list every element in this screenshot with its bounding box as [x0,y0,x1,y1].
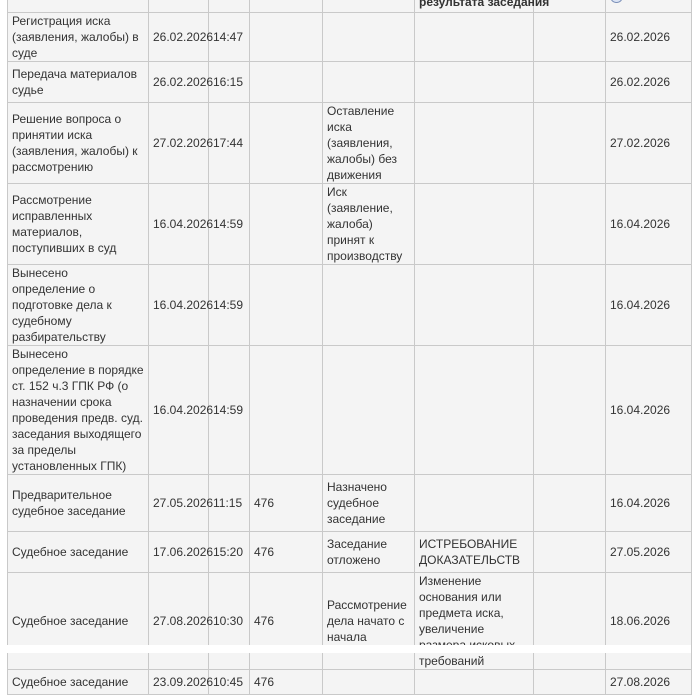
event-name-cell: Регистрация иска (заявления, жалобы) в суде [8,13,149,62]
event-basis-cell: ИСТРЕБОВАНИЕ ДОКАЗАТЕЛЬСТВ [415,532,534,573]
event-name-cell: Предварительное судебное заседание [8,475,149,532]
event-name-cell: Передача материалов судье [8,62,149,103]
event-basis-cell [415,670,534,695]
event-note-cell [534,13,606,62]
event-name-cell: Решение вопроса о принятии иска (заявления, жалобы) к рассмотрению [8,103,149,184]
event-note-cell [534,184,606,265]
event-basis-cell [415,265,534,346]
event-basis-cell [415,103,534,184]
table-row [8,475,692,532]
event-publish-date-cell: 26.02.2026 [606,13,692,62]
event-publish-date-cell: 16.04.2026 [606,265,692,346]
event-time-cell: 17:44 [209,103,250,184]
event-time-cell: 10:30 [209,573,250,670]
header-cell-date [149,0,209,13]
event-date-cell: 17.06.2026 [149,532,209,573]
event-time-cell: 14:59 [209,184,250,265]
event-date-cell: 27.02.2026 [149,103,209,184]
event-room-cell [250,103,323,184]
header-cell-result [323,0,415,13]
event-room-cell: 476 [250,573,323,670]
event-publish-date-cell: 18.06.2026 [606,573,692,670]
event-room-cell [250,184,323,265]
info-icon[interactable] [610,0,623,3]
event-date-cell: 16.04.2026 [149,184,209,265]
event-basis-cell [415,62,534,103]
event-publish-date-cell: 27.05.2026 [606,532,692,573]
event-name-cell: Вынесено определение о подготовке дела к судебному разбирательству [8,265,149,346]
table-row [8,573,692,670]
event-name-cell: Судебное заседание [8,573,149,670]
event-publish-date-cell: 27.08.2026 [606,670,692,695]
event-date-cell: 23.09.2026 [149,670,209,695]
event-basis-cell [415,346,534,475]
event-time-cell: 10:45 [209,670,250,695]
event-publish-date-cell: 16.04.2026 [606,184,692,265]
event-name-cell: Судебное заседание [8,670,149,695]
case-events-table [7,0,692,695]
header-cell-room [250,0,323,13]
event-time-cell: 16:15 [209,62,250,103]
event-date-cell: 26.02.2026 [149,13,209,62]
event-time-cell: 14:59 [209,346,250,475]
event-room-cell: 476 [250,670,323,695]
event-publish-date-cell: 16.04.2026 [606,346,692,475]
header-cell-publish-date [606,0,692,13]
event-name-cell: Судебное заседание [8,532,149,573]
header-cell-basis: результата заседания [415,0,534,13]
event-result-cell [323,13,415,62]
event-note-cell [534,62,606,103]
table-row [8,670,692,695]
event-time-cell: 11:15 [209,475,250,532]
event-result-cell: Рассмотрение дела начато с начала [323,573,415,670]
event-result-cell [323,346,415,475]
event-result-cell: Назначено судебное заседание [323,475,415,532]
event-publish-date-cell: 27.02.2026 [606,103,692,184]
event-date-cell: 16.04.2026 [149,346,209,475]
event-basis-cell [415,184,534,265]
event-note-cell [534,670,606,695]
event-time-cell: 14:59 [209,265,250,346]
table-bottom-edge [7,645,691,653]
table-row [8,265,692,346]
header-cell-time [209,0,250,13]
event-publish-date-cell: 26.02.2026 [606,62,692,103]
table-row [8,103,692,184]
table-header-row [8,0,692,13]
event-basis-cell: Изменение основания или предмета иска, увеличение требований [415,573,534,670]
event-time-cell: 14:47 [209,13,250,62]
event-note-cell [534,573,606,670]
event-time-cell: 15:20 [209,532,250,573]
event-note-cell [534,265,606,346]
event-date-cell: 27.05.2026 [149,475,209,532]
event-result-cell [323,265,415,346]
event-result-cell: Оставление иска (заявления, жалобы) без движения [323,103,415,184]
table-row [8,13,692,62]
event-name-cell: Рассмотрение исправленных материалов, поступивших в суд [8,184,149,265]
event-result-cell: Иск (заявление, жалоба) принят к производству [323,184,415,265]
event-room-cell: 476 [250,475,323,532]
event-note-cell [534,346,606,475]
table-row [8,346,692,475]
event-note-cell [534,475,606,532]
event-result-cell [323,670,415,695]
event-note-cell [534,103,606,184]
event-room-cell [250,62,323,103]
event-date-cell: 26.02.2026 [149,62,209,103]
event-publish-date-cell: 16.04.2026 [606,475,692,532]
event-room-cell [250,13,323,62]
table-row [8,532,692,573]
event-note-cell [534,532,606,573]
event-basis-cell [415,13,534,62]
header-cell-event [8,0,149,13]
table-row [8,62,692,103]
event-basis-cell [415,475,534,532]
event-date-cell: 16.04.2026 [149,265,209,346]
event-room-cell: 476 [250,532,323,573]
event-name-cell: Вынесено определение в порядке ст. 152 ч.3 ГПК РФ (о назначении срока проведения предв. суд. заседания выходящего за пределы установленных ГПК) [8,346,149,475]
event-room-cell [250,265,323,346]
table-row [8,184,692,265]
event-room-cell [250,346,323,475]
event-result-cell: Заседание отложено [323,532,415,573]
event-result-cell [323,62,415,103]
event-date-cell: 27.08.2026 [149,573,209,670]
